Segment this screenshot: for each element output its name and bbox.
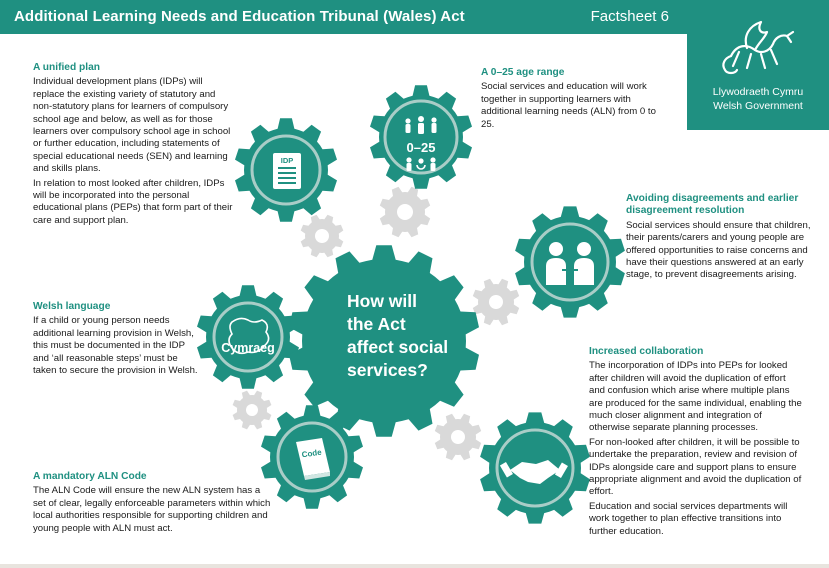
section-text: Social services should ensure that children, their parents/carers and young people are offered opportunities to raise concerns and have their questions answered at an early stage, to prevent disagreements arising. — [626, 219, 811, 281]
grey-gear-hole — [451, 430, 465, 444]
grey-gear-hole — [246, 404, 258, 416]
idp-icon-label: IDP — [280, 156, 294, 165]
section-text: The ALN Code will ensure the new ALN system has a set of clear, legally enforceable parameters within which local authorities responsible for supporting children and young people with ALN must act. — [33, 485, 271, 534]
section-text: For non-looked after children, it will be possible to undertake the preparation, review and revision of IDPs alongside care and support plans to ensure appropriate alignment and avoid the duplication of effort. — [589, 436, 802, 498]
age-icon-label: 0–25 — [406, 140, 436, 155]
section-title: Avoiding disagreements and earlier disagreement resolution — [626, 193, 799, 217]
section-title: A 0–25 age range — [481, 67, 565, 78]
section-text: The incorporation of IDPs into PEPs for looked after children will avoid the duplication of effort and confusion which arise where multiple plans are produced for the same individual, enabling the much closer alignment and integration of otherwise separate planning processes. — [589, 360, 802, 434]
center-line-2: the Act — [347, 314, 406, 334]
section-text: If a child or young person needs additional learning provision in Welsh, this must be documented in the IDP and ‘all reasonable steps’ must be taken to secure the provision in Welsh. — [33, 315, 198, 377]
grey-gear-hole — [315, 229, 329, 243]
disagreement-gear-ring — [532, 224, 608, 300]
section-text: Individual development plans (IDPs) will replace the existing variety of statutory and non-statutory plans for learners of compulsory school age and below, as well as for those learners over compulsory school age in school or further education, including statements of special educational needs (SEN) and learning and skills plans. — [33, 76, 231, 175]
center-line-4: services? — [347, 360, 428, 380]
section-aln-code — [33, 471, 271, 537]
section-unified-plan — [33, 62, 233, 229]
section-title: Welsh language — [33, 301, 111, 312]
cymraeg-icon-label: Cymraeg — [221, 341, 275, 355]
center-line-1: How will — [347, 291, 417, 311]
section-collaboration — [589, 346, 803, 540]
section-welsh-language — [33, 301, 198, 379]
section-title: Increased collaboration — [589, 346, 704, 357]
section-text: Social services and education will work together in supporting learners with additional learning needs (ALN) from 0 to 25. — [481, 81, 656, 130]
code-icon-label: Code — [301, 447, 323, 460]
document-icon — [273, 153, 301, 189]
section-text: In relation to most looked after children, IDPs will be incorporated into the personal educational plans (PEPs) that form part of their care and support plan. — [33, 177, 233, 226]
section-age-range — [481, 67, 656, 133]
logo-text-english: Welsh Government — [713, 100, 803, 112]
logo-text-welsh: Llywodraeth Cymru — [712, 86, 804, 98]
document-title: Additional Learning Needs and Education Tribunal (Wales) Act — [14, 8, 465, 25]
section-disagreements — [626, 193, 811, 284]
center-line-3: affect social — [347, 337, 449, 357]
section-title: A mandatory ALN Code — [33, 471, 147, 482]
bottom-border — [0, 564, 829, 568]
section-text: Education and social services departments will work together to plan effective transitions into further education. — [589, 500, 788, 537]
section-title: A unified plan — [33, 62, 100, 73]
factsheet-label: Factsheet 6 — [590, 8, 669, 25]
cymraeg-gear-ring — [214, 303, 282, 371]
grey-gear-hole — [489, 295, 503, 309]
grey-gear-hole — [397, 204, 413, 220]
